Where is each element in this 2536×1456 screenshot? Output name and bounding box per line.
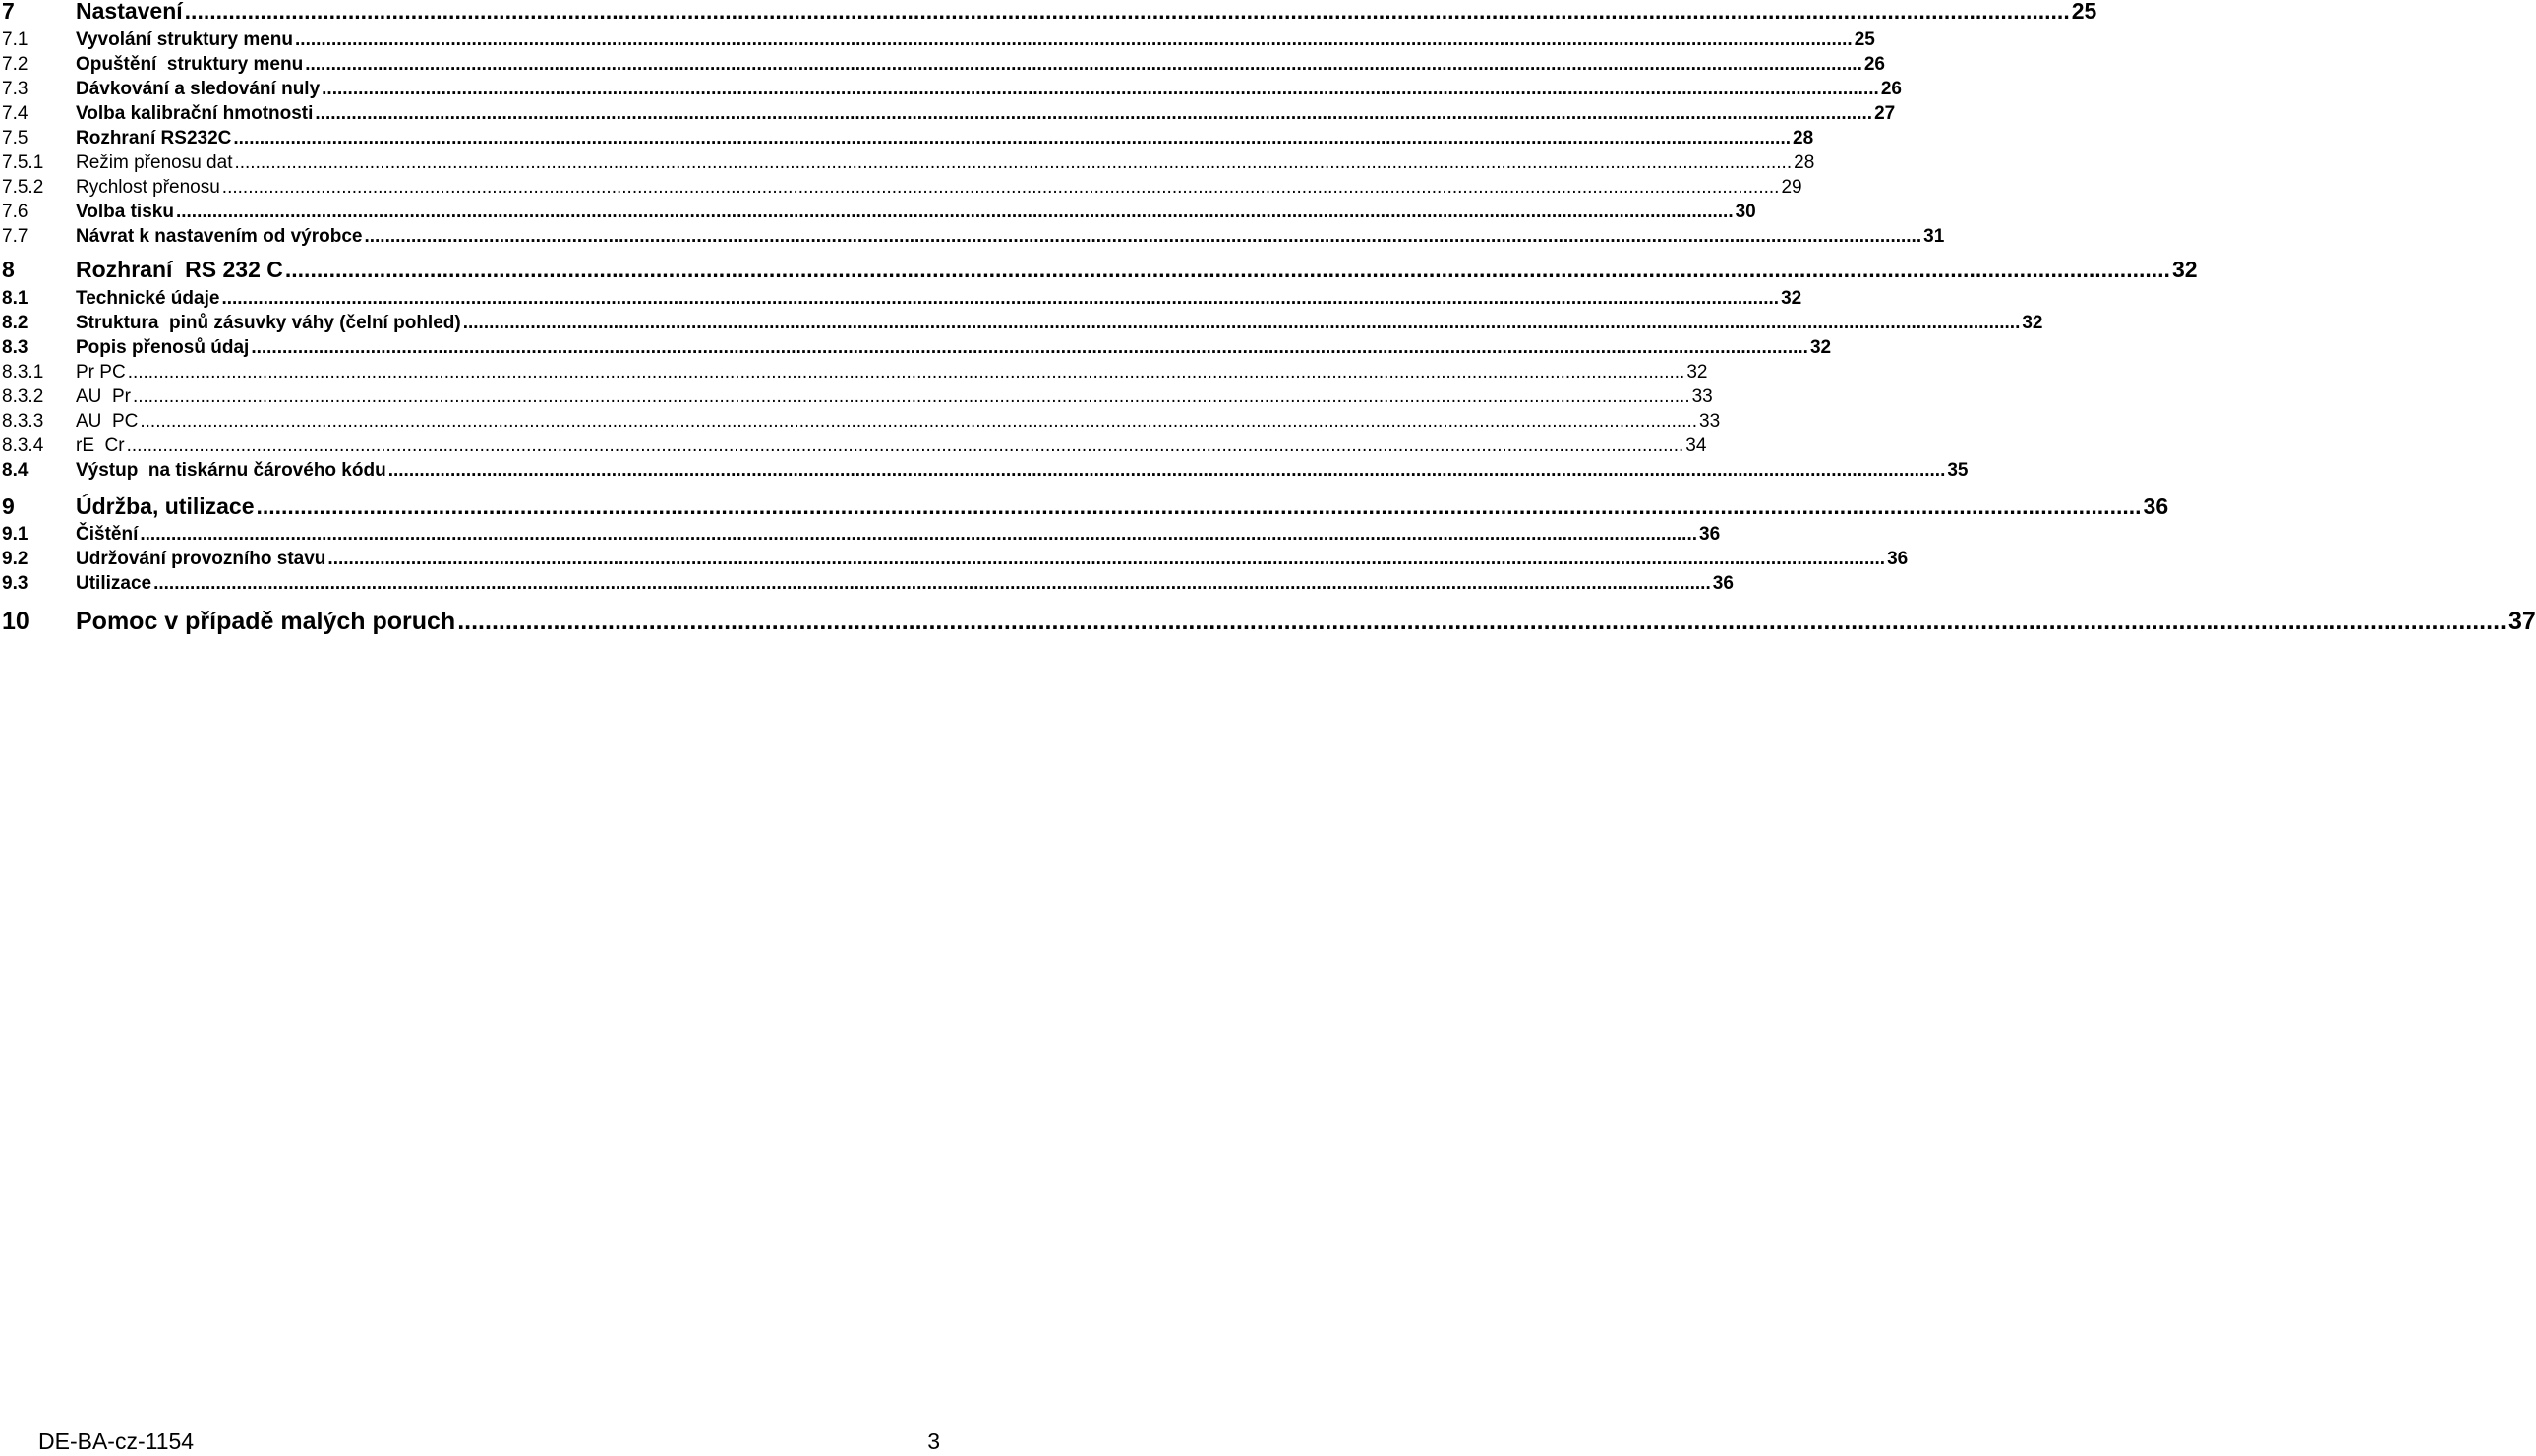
toc-entry-line <box>76 288 1802 310</box>
toc-entry-page: 25 <box>1854 29 1875 50</box>
toc-entry-title: Opuštění struktury menu <box>76 54 304 75</box>
toc-entry-line <box>76 54 1885 76</box>
toc-entry[interactable] <box>0 78 1902 100</box>
toc-entry[interactable] <box>0 410 1721 433</box>
toc-entry-line <box>76 524 1721 546</box>
toc-entry-line <box>76 103 1896 125</box>
toc-entry-number: 8.3.2 <box>2 386 44 407</box>
toc-entry-page: 26 <box>1863 54 1885 75</box>
toc-leader-dots: ............................................................................................................................................................................................................................................................................................................ <box>387 460 1946 481</box>
toc-entry-number: 8.4 <box>2 460 29 481</box>
toc-entry-number: 9.1 <box>2 524 29 545</box>
toc-entry-number: 8.2 <box>2 313 29 333</box>
toc-entry-title: Čištění <box>76 524 139 545</box>
toc-entry-page: 29 <box>1781 177 1802 198</box>
page-number: 3 <box>927 1428 940 1454</box>
toc-entry[interactable] <box>0 225 1945 248</box>
toc-leader-dots: ............................................................................................................................................................................................................................................................................................................ <box>126 436 1684 456</box>
toc-entry-page: 28 <box>1793 128 1814 148</box>
toc-leader-dots: ............................................................................................................................................................................................................................................................................................................ <box>127 362 1685 382</box>
toc-entry-line <box>76 460 1969 482</box>
toc-entry[interactable] <box>0 29 1875 51</box>
toc-leader-dots: ............................................................................................................................................................................................................................................................................................................ <box>284 257 2170 282</box>
toc-entry[interactable] <box>0 608 2536 636</box>
toc-entry-page: 33 <box>1699 411 1721 432</box>
toc-entry-title: Utilizace <box>76 573 152 594</box>
toc-leader-dots: ............................................................................................................................................................................................................................................................................................................ <box>184 0 2070 24</box>
toc-entry-line <box>76 436 1707 457</box>
toc-entry-number: 7.5.1 <box>2 152 44 173</box>
toc-entry-title: Udržování provozního stavu <box>76 549 326 569</box>
toc-entry-line <box>76 549 1909 570</box>
toc-entry[interactable] <box>0 459 1969 482</box>
toc-leader-dots: ............................................................................................................................................................................................................................................................................................................ <box>305 54 1862 75</box>
toc-entry[interactable] <box>0 256 2198 283</box>
toc-entry-line <box>76 0 2097 25</box>
toc-entry[interactable] <box>0 127 1814 149</box>
toc-entry-number: 7 <box>2 0 15 24</box>
toc-leader-dots: ............................................................................................................................................................................................................................................................................................................ <box>322 79 1879 99</box>
toc-entry-line <box>76 257 2198 283</box>
toc-entry-title: Rozhraní RS232C <box>76 128 232 148</box>
toc-entry-page: 36 <box>1699 524 1721 545</box>
toc-entry-number: 7.5 <box>2 128 29 148</box>
toc-entry[interactable] <box>0 548 1909 570</box>
toc-leader-dots: ............................................................................................................................................................................................................................................................................................................ <box>221 177 1780 198</box>
toc-entry-title: AU PC <box>76 411 139 432</box>
toc-entry-number: 10 <box>2 608 29 635</box>
toc-entry-page: 32 <box>2022 313 2043 333</box>
toc-entry-title: Rozhraní RS 232 C <box>76 257 283 282</box>
toc-entry-page: 31 <box>1923 226 1945 247</box>
toc-entry-line <box>76 494 2169 520</box>
toc-leader-dots: ............................................................................................................................................................................................................................................................................................................ <box>457 608 2507 635</box>
toc-entry-line <box>76 573 1734 595</box>
toc-entry-page: 27 <box>1874 103 1896 124</box>
toc-entry-page: 26 <box>1880 79 1902 99</box>
toc-entry[interactable] <box>0 151 1815 174</box>
toc-entry-title: Dávkování a sledování nuly <box>76 79 321 99</box>
toc-entry-number: 8 <box>2 257 15 282</box>
toc-entry-title: Návrat k nastavením od výrobce <box>76 226 363 247</box>
toc-leader-dots: ............................................................................................................................................................................................................................................................................................................ <box>295 29 1853 50</box>
toc-entry[interactable] <box>0 523 1721 546</box>
toc-entry-page: 32 <box>1809 337 1832 358</box>
toc-leader-dots: ............................................................................................................................................................................................................................................................................................................ <box>140 524 1698 545</box>
toc-entry[interactable] <box>0 572 1734 595</box>
toc-entry-number: 8.3.1 <box>2 362 44 382</box>
toc-entry-line <box>76 608 2536 636</box>
toc-entry-page: 37 <box>2507 608 2536 635</box>
toc-entry-page: 36 <box>2143 494 2169 519</box>
toc-entry[interactable] <box>0 201 1756 223</box>
toc-entry-number: 8.3.3 <box>2 411 44 432</box>
toc-entry[interactable] <box>0 435 1707 457</box>
toc-entry[interactable] <box>0 102 1896 125</box>
toc-entry-page: 25 <box>2071 0 2097 24</box>
toc-entry-line <box>76 29 1875 51</box>
toc-entry-title: Struktura pinů zásuvky váhy (čelní pohled) <box>76 313 461 333</box>
toc-leader-dots: ............................................................................................................................................................................................................................................................................................................ <box>462 313 2021 333</box>
toc-entry[interactable] <box>0 312 2043 334</box>
toc-entry-title: Pr PC <box>76 362 126 382</box>
toc-entry-number: 9 <box>2 494 15 519</box>
toc-entry-number: 8.1 <box>2 288 29 309</box>
toc-entry-title: Výstup na tiskárnu čárového kódu <box>76 460 386 481</box>
toc-entry-number: 7.1 <box>2 29 29 50</box>
toc-entry-page: 32 <box>1686 362 1708 382</box>
toc-entry-line <box>76 128 1814 149</box>
toc-entry[interactable] <box>0 336 1832 359</box>
toc-entry-page: 33 <box>1691 386 1713 407</box>
toc-leader-dots: ............................................................................................................................................................................................................................................................................................................ <box>233 128 1792 148</box>
toc-entry[interactable] <box>0 361 1708 383</box>
toc-entry[interactable] <box>0 287 1802 310</box>
toc-entry-title: Technické údaje <box>76 288 220 309</box>
toc-entry-number: 9.2 <box>2 549 29 569</box>
toc-leader-dots: ............................................................................................................................................................................................................................................................................................................ <box>364 226 1922 247</box>
toc-entry-number: 7.5.2 <box>2 177 44 198</box>
toc-entry-page: 32 <box>2171 257 2198 282</box>
toc-entry[interactable] <box>0 0 2097 25</box>
toc-entry-line <box>76 337 1832 359</box>
toc-entry-page: 35 <box>1947 460 1969 481</box>
toc-entry-line <box>76 313 2043 334</box>
toc-entry-number: 7.2 <box>2 54 29 75</box>
toc-entry-line <box>76 177 1802 199</box>
toc-entry[interactable] <box>0 176 1802 199</box>
toc-leader-dots: ............................................................................................................................................................................................................................................................................................................ <box>175 202 1734 222</box>
toc-entry-title: Rychlost přenosu <box>76 177 220 198</box>
toc-leader-dots: ............................................................................................................................................................................................................................................................................................................ <box>132 386 1690 407</box>
toc-entry-number: 7.7 <box>2 226 29 247</box>
toc-leader-dots: ............................................................................................................................................................................................................................................................................................................ <box>234 152 1793 173</box>
toc-entry-title: Popis přenosů údaj <box>76 337 250 358</box>
toc-entry-title: Volba kalibrační hmotnosti <box>76 103 314 124</box>
toc-entry-number: 9.3 <box>2 573 29 594</box>
toc-entry-title: Volba tisku <box>76 202 174 222</box>
toc-entry-number: 7.6 <box>2 202 29 222</box>
toc-entry-line <box>76 79 1902 100</box>
toc-entry-line <box>76 202 1756 223</box>
toc-entry-page: 36 <box>1712 573 1734 594</box>
toc-entry-page: 28 <box>1794 152 1815 173</box>
toc-entry-line <box>76 152 1815 174</box>
toc-leader-dots: ............................................................................................................................................................................................................................................................................................................ <box>315 103 1873 124</box>
toc-entry-title: rE Cr <box>76 436 125 456</box>
toc-leader-dots: ............................................................................................................................................................................................................................................................................................................ <box>221 288 1780 309</box>
toc-leader-dots: ............................................................................................................................................................................................................................................................................................................ <box>140 411 1698 432</box>
toc-entry-title: AU Pr <box>76 386 131 407</box>
toc-entry-line <box>76 386 1713 408</box>
toc-entry-number: 7.4 <box>2 103 29 124</box>
toc-entry-title: Režim přenosu dat <box>76 152 233 173</box>
toc-entry-line <box>76 411 1721 433</box>
toc-leader-dots: ............................................................................................................................................................................................................................................................................................................ <box>327 549 1886 569</box>
toc-entry-number: 8.3.4 <box>2 436 44 456</box>
toc-entry-number: 7.3 <box>2 79 29 99</box>
toc-entry-title: Pomoc v případě malých poruch <box>76 608 456 635</box>
toc-entry-page: 30 <box>1735 202 1756 222</box>
toc-entry-title: Nastavení <box>76 0 183 24</box>
toc-entry[interactable] <box>0 385 1713 408</box>
toc-entry-title: Údržba, utilizace <box>76 494 255 519</box>
toc-leader-dots: ............................................................................................................................................................................................................................................................................................................ <box>251 337 1808 358</box>
toc-entry-number: 8.3 <box>2 337 29 358</box>
toc-entry[interactable] <box>0 493 2169 520</box>
toc-entry[interactable] <box>0 53 1885 76</box>
toc-entry-page: 32 <box>1781 288 1802 309</box>
toc-entry-page: 36 <box>1887 549 1909 569</box>
toc-entry-page: 34 <box>1685 436 1707 456</box>
toc-leader-dots: ............................................................................................................................................................................................................................................................................................................ <box>256 494 2142 519</box>
document-id: DE-BA-cz-1154 <box>38 1428 195 1454</box>
toc-leader-dots: ............................................................................................................................................................................................................................................................................................................ <box>153 573 1711 594</box>
toc-entry-line <box>76 226 1945 248</box>
toc-entry-line <box>76 362 1708 383</box>
toc-entry-title: Vyvolání struktury menu <box>76 29 294 50</box>
